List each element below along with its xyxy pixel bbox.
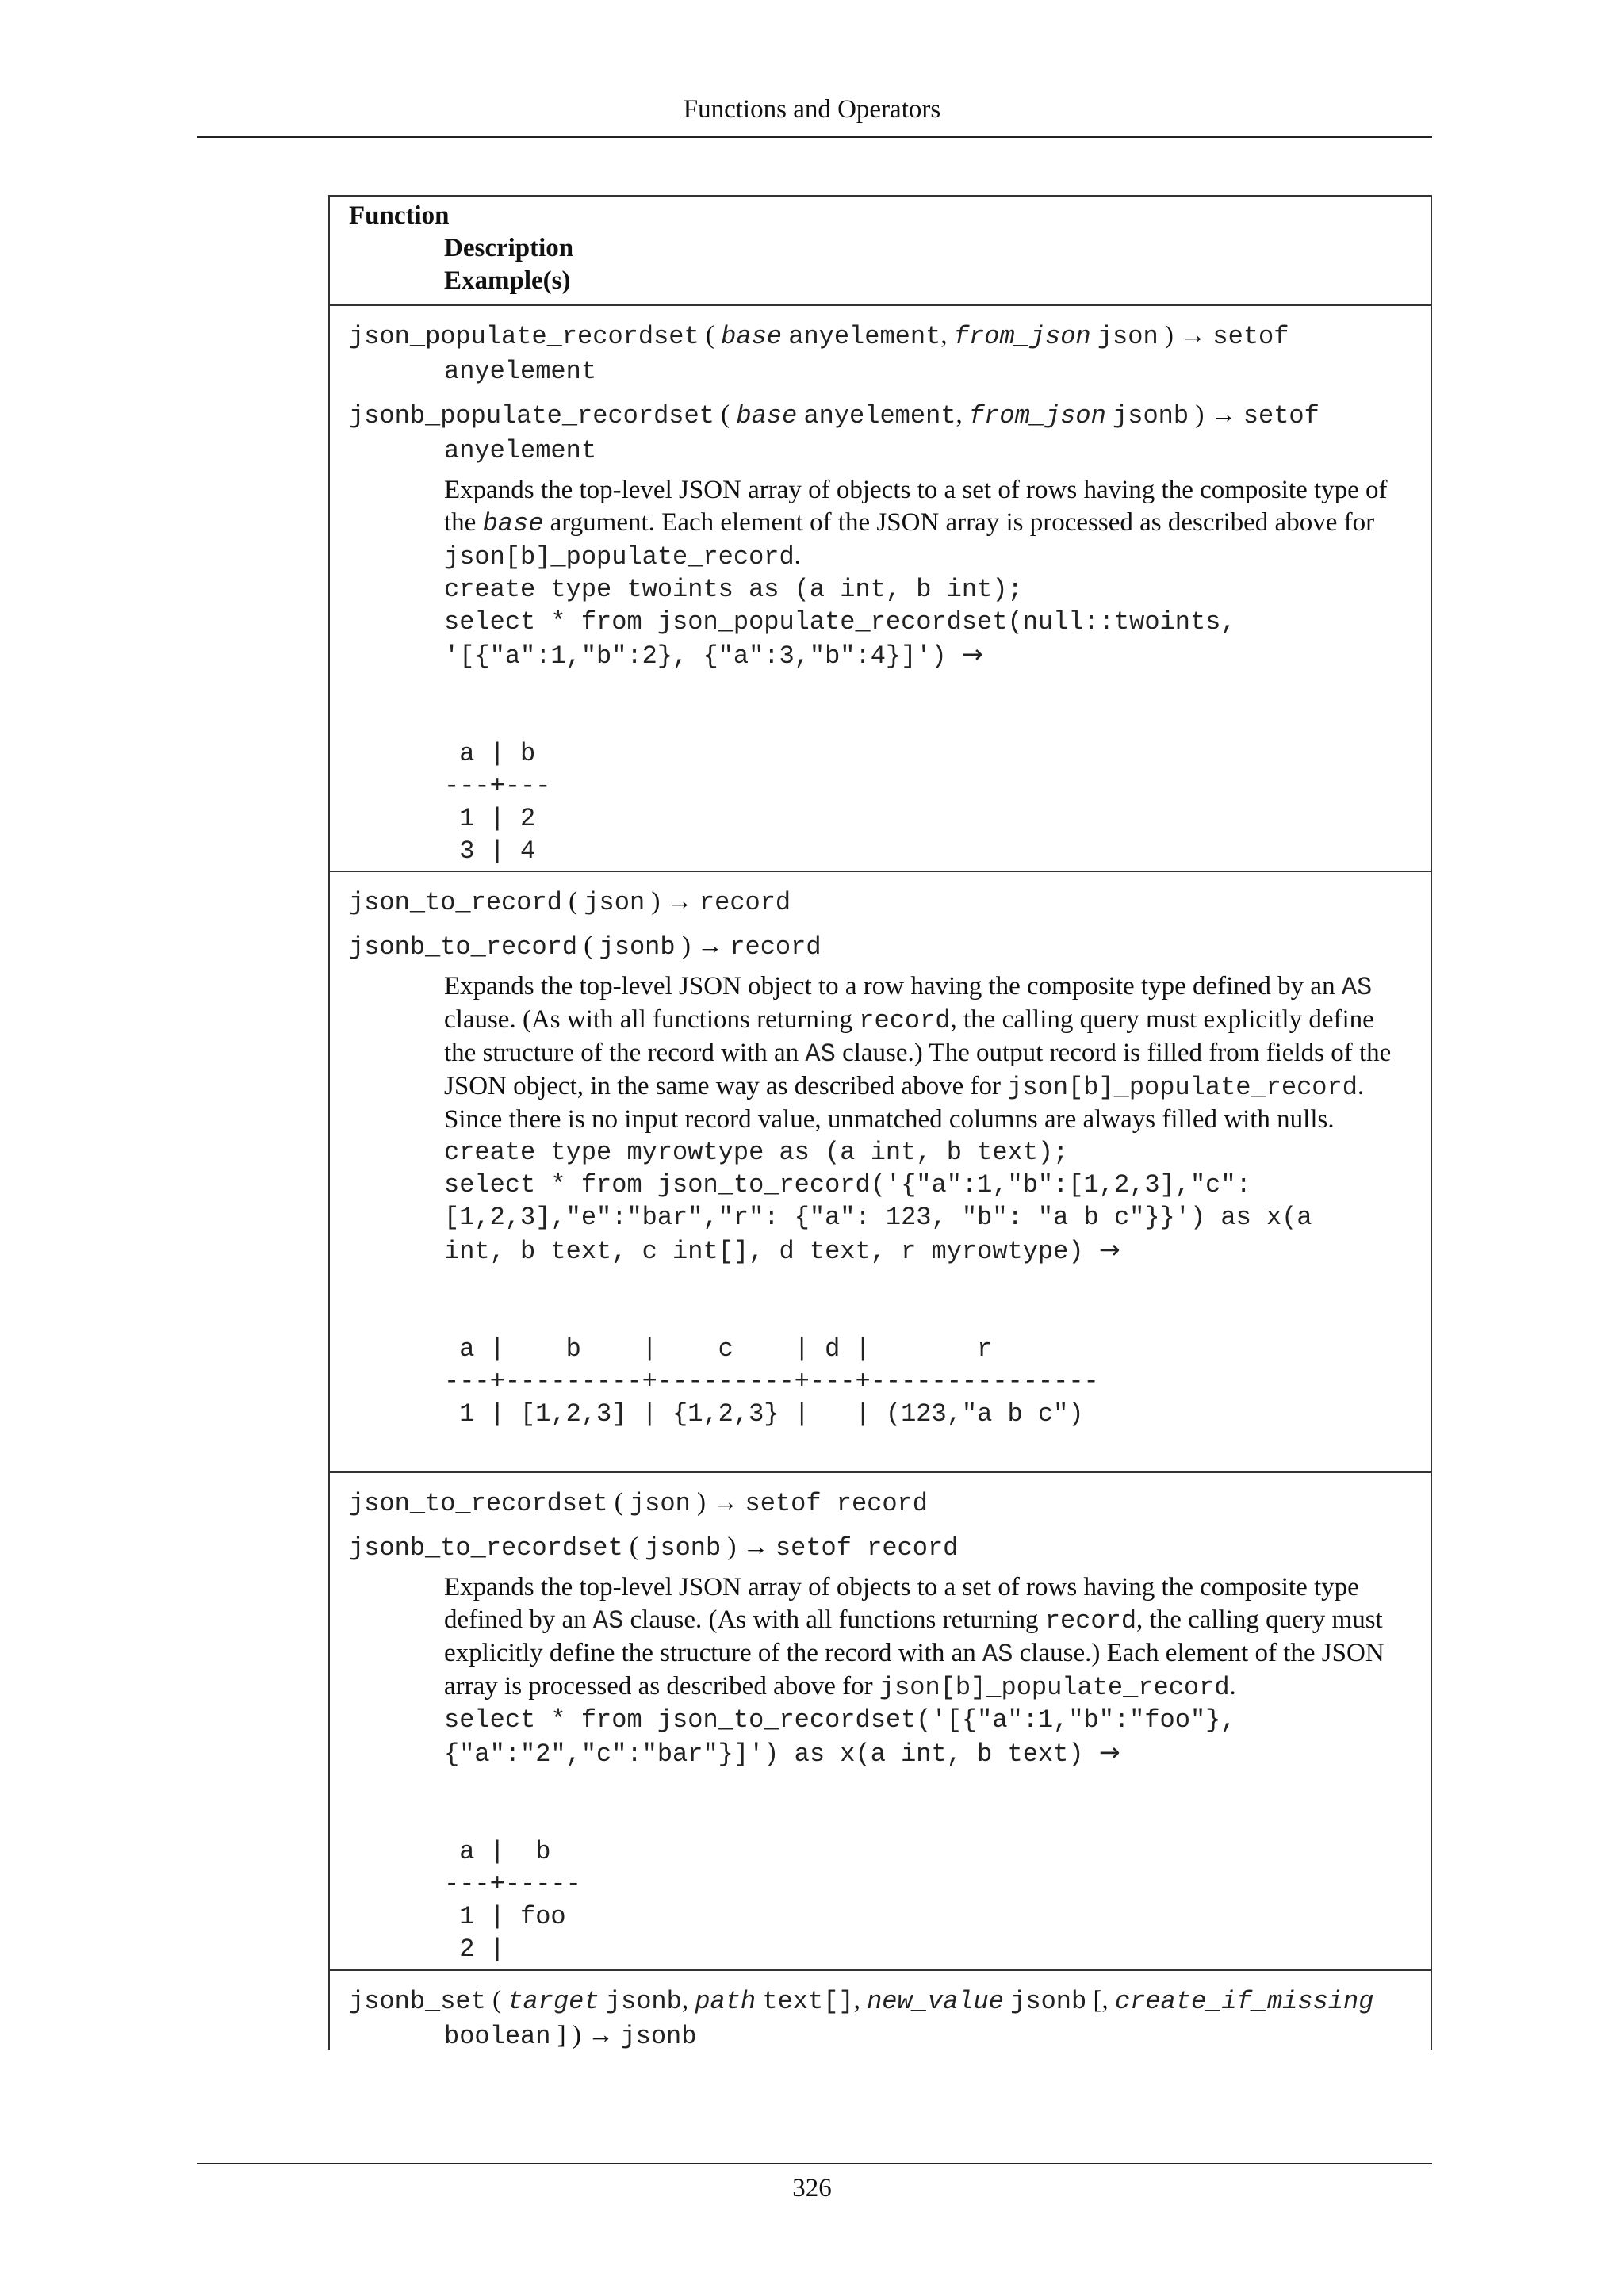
function-signature: jsonb_to_recordset ( jsonb ) → setof record	[349, 1533, 959, 1563]
example-code	[349, 1234, 1411, 1268]
description-text: argument. Each element of the JSON array is processed as described above for	[543, 508, 1375, 537]
function-signature: json_to_recordset ( json ) → setof record	[349, 1488, 928, 1518]
return-type: setof anyelement	[444, 401, 1320, 465]
description-text: .	[794, 541, 801, 570]
return-type: record	[730, 932, 822, 962]
inline-code: base	[482, 509, 544, 538]
function-signature: jsonb_set ( target jsonb, path text[], new_value jsonb [, create_if_missing boolean ] ) → jsonb	[349, 1986, 1374, 2050]
param-type: jsonb	[1113, 401, 1189, 430]
function-signature: jsonb_to_record ( jsonb ) → record	[349, 932, 822, 962]
example-result: a | b ---+--- 1 | 2 3 | 4	[444, 739, 551, 866]
table-header	[330, 197, 1431, 306]
table-row	[330, 1971, 1431, 2050]
param-type: anyelement	[803, 401, 956, 430]
param-name: new_value	[867, 1987, 1004, 2016]
function-name: json_to_record	[349, 888, 562, 917]
description-text: clause. (As with all functions returning	[444, 1005, 860, 1034]
param-type: json	[629, 1489, 691, 1518]
function-name: jsonb_populate_recordset	[349, 401, 714, 430]
example-code: create type myrowtype as (a int, b text);	[444, 1138, 1069, 1167]
description-text: . Since there is no input record value, unmatched columns are always filled with nulls.	[444, 1072, 1365, 1134]
page-number: 326	[792, 2174, 832, 2202]
function-name: json_populate_recordset	[349, 322, 699, 351]
example-result: a | b | c | d | r ---+---------+---------+---+--------------- 1 | [1,2,3] | {1,2,3} | | (123,"a b c")	[444, 1334, 1099, 1429]
example-code-line: int, b text, c int[], d text, r myrowtype)	[444, 1237, 1084, 1266]
param-type: boolean	[444, 2022, 551, 2050]
function-name: jsonb_to_record	[349, 932, 578, 962]
column-examples: Example(s)	[444, 266, 571, 295]
inline-code: json[b]_populate_record	[1007, 1073, 1358, 1102]
param-type: json	[584, 888, 645, 917]
return-type: jsonb	[620, 2022, 697, 2050]
return-type: setof anyelement	[444, 322, 1289, 386]
table-row	[330, 1473, 1431, 1971]
function-name: jsonb_to_recordset	[349, 1533, 623, 1563]
inline-code: AS	[805, 1039, 836, 1069]
return-type: record	[699, 888, 791, 917]
param-type: json	[1097, 322, 1159, 351]
function-table	[328, 195, 1432, 2050]
example-code: select * from json_to_record('{"a":1,"b":[1,2,3],"c":	[444, 1170, 1251, 1200]
example-code: select * from json_to_recordset('[{"a":1,"b":"foo"},	[444, 1705, 1236, 1735]
running-header: Functions and Operators	[683, 95, 941, 124]
description-text: Expands the top-level JSON array of objects to a set of rows having the composite type of the	[444, 476, 1388, 537]
description-text: , the calling query must explicitly define the structure of the record with an	[444, 1605, 1383, 1667]
param-name: from_json	[968, 401, 1106, 430]
function-signature: json_populate_recordset ( base anyelement, from_json json ) → setof anyelement	[349, 321, 1289, 386]
description-text: clause.) The output record is filled from fields of the JSON object, in the same way as described above for	[444, 1039, 1392, 1100]
param-type: jsonb	[1010, 1987, 1087, 2016]
description-text: clause. (As with all functions returning	[623, 1605, 1045, 1634]
column-description: Description	[444, 234, 574, 262]
function-description	[349, 970, 1411, 1136]
param-type: text[]	[762, 1987, 854, 2016]
inline-code: record	[1044, 1606, 1137, 1636]
example-code-line: {"a":"2","c":"bar"}]') as x(a int, b text)	[444, 1739, 1084, 1769]
table-row	[330, 872, 1431, 1473]
return-type: setof record	[775, 1533, 959, 1563]
param-name: from_json	[953, 322, 1091, 351]
param-type: jsonb	[645, 1533, 722, 1563]
header-rule	[197, 136, 1432, 138]
example-code-line: '[{"a":1,"b":2}, {"a":3,"b":4}]')	[444, 641, 947, 671]
footer-rule	[197, 2163, 1432, 2164]
param-name: target	[508, 1987, 599, 2016]
arrow-icon: →	[1098, 1737, 1120, 1767]
function-name: jsonb_set	[349, 1987, 486, 2016]
example-code: [1,2,3],"e":"bar","r": {"a": 123, "b": "a b c"}}') as x(a	[444, 1203, 1312, 1232]
inline-code: record	[859, 1006, 951, 1035]
example-code	[349, 638, 1411, 672]
description-text: .	[1229, 1672, 1236, 1701]
description-text: clause.) Each element of the JSON array is processed as described above for	[444, 1639, 1385, 1701]
arrow-icon: →	[1098, 1234, 1120, 1265]
function-description	[349, 1571, 1411, 1704]
return-type: setof record	[745, 1489, 928, 1518]
inline-code: AS	[1341, 973, 1373, 1002]
description-text: , the calling query must explicitly define the structure of the record with an	[444, 1005, 1374, 1067]
function-name: json_to_recordset	[349, 1489, 608, 1518]
arrow-icon: →	[961, 639, 983, 669]
function-description	[349, 474, 1411, 573]
description-text: Expands the top-level JSON object to a row having the composite type defined by an	[444, 972, 1342, 1001]
example-code	[349, 1736, 1411, 1770]
function-signature: jsonb_populate_recordset ( base anyelement, from_json jsonb ) → setof anyelement	[349, 400, 1320, 465]
function-signature: json_to_record ( json ) → record	[349, 887, 791, 917]
param-type: anyelement	[788, 322, 941, 351]
param-name: base	[721, 322, 782, 351]
inline-code: json[b]_populate_record	[879, 1673, 1230, 1702]
example-code: create type twoints as (a int, b int);	[444, 575, 1023, 604]
param-name: create_if_missing	[1114, 1987, 1374, 2016]
example-result: a | b ---+----- 1 | foo 2 |	[444, 1837, 581, 1964]
param-type: jsonb	[605, 1987, 682, 2016]
param-name: path	[695, 1987, 756, 2016]
inline-code: AS	[592, 1606, 624, 1636]
table-row	[330, 306, 1431, 872]
column-function: Function	[349, 201, 450, 230]
param-name: base	[736, 401, 798, 430]
example-code: select * from json_populate_recordset(null::twoints,	[444, 607, 1236, 637]
description-text: Expands the top-level JSON array of objects to a set of rows having the composite type defined by an	[444, 1573, 1359, 1634]
param-type: jsonb	[599, 932, 676, 962]
inline-code: AS	[982, 1640, 1013, 1669]
inline-code: json[b]_populate_record	[444, 542, 795, 572]
